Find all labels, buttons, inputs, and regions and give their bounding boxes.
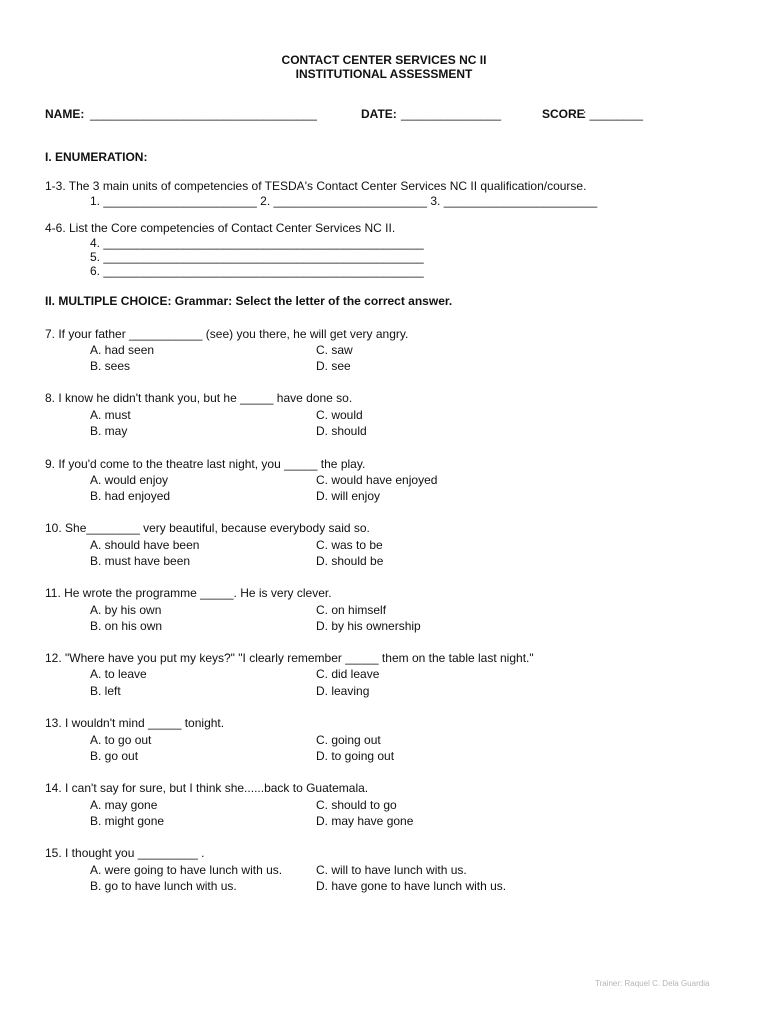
name-label: NAME: [45,107,85,121]
choice-c: C. on himself [316,603,387,617]
choice-c: C. going out [316,733,381,747]
question-text: 11. He wrote the programme _____. He is very clever. [45,586,332,600]
date-label: DATE: [361,107,397,121]
question-text: 14. I can't say for sure, but I think she......back to Guatemala. [45,781,369,795]
choice-a: A. to leave [90,667,147,681]
choice-d: D. by his ownership [316,619,421,633]
document-title: CONTACT CENTER SERVICES NC II [281,53,487,67]
question-text: 12. "Where have you put my keys?" "I clearly remember _____ them on the table last night." [45,651,534,665]
question-4-6: 4-6. List the Core competencies of Contact Center Services NC II. [45,221,396,235]
trainer-footer: Trainer: Raquel C. Dela Guardia [595,979,710,988]
choice-a: A. by his own [90,603,162,617]
choice-a: A. had seen [90,343,155,357]
question-text: 15. I thought you _________ . [45,846,205,860]
choice-a: A. would enjoy [90,473,169,487]
choice-a: A. should have been [90,538,200,552]
choice-d: D. see [316,359,351,373]
enumeration-heading: I. ENUMERATION: [45,150,148,164]
choice-c: C. was to be [316,538,383,552]
document-subtitle: INSTITUTIONAL ASSESSMENT [295,67,473,81]
score-blank: : ________ [583,107,644,121]
choice-d: D. have gone to have lunch with us. [316,879,507,893]
question-text: 9. If you'd come to the theatre last night, you _____ the play. [45,457,366,471]
choice-c: C. would [316,408,363,422]
choice-b: B. on his own [90,619,163,633]
question-text: 13. I wouldn't mind _____ tonight. [45,716,225,730]
question-text: 10. She________ very beautiful, because everybody said so. [45,521,370,535]
answer-blanks-1-3: 1. _______________________ 2. _______________________ 3. _______________________ [90,194,598,208]
date-blank: _______________ [401,107,502,121]
choice-d: D. should [316,424,367,438]
choice-c: C. will to have lunch with us. [316,863,467,877]
answer-blank-4: 4. ________________________________________________ [90,236,424,250]
choice-a: A. to go out [90,733,152,747]
choice-b: B. might gone [90,814,165,828]
choice-b: B. go to have lunch with us. [90,879,237,893]
choice-b: B. go out [90,749,139,763]
question-1-3: 1-3. The 3 main units of competencies of TESDA's Contact Center Services NC II qualification/course. [45,179,587,193]
choice-b: B. must have been [90,554,191,568]
multiple-choice-heading: II. MULTIPLE CHOICE: Grammar: Select the letter of the correct answer. [45,294,453,308]
question-text: 8. I know he didn't thank you, but he _____ have done so. [45,391,353,405]
choice-b: B. left [90,684,121,698]
choice-c: C. saw [316,343,353,357]
name-blank: __________________________________ [90,107,317,121]
choice-a: A. must [90,408,131,422]
choice-d: D. may have gone [316,814,414,828]
choice-d: D. will enjoy [316,489,381,503]
choice-a: A. may gone [90,798,158,812]
choice-c: C. should to go [316,798,397,812]
choice-c: C. would have enjoyed [316,473,438,487]
question-text: 7. If your father ___________ (see) you there, he will get very angry. [45,327,409,341]
choice-a: A. were going to have lunch with us. [90,863,283,877]
choice-b: B. may [90,424,128,438]
choice-b: B. sees [90,359,131,373]
choice-d: D. should be [316,554,384,568]
choice-b: B. had enjoyed [90,489,171,503]
choice-d: D. to going out [316,749,395,763]
choice-c: C. did leave [316,667,380,681]
answer-blank-6: 6. ________________________________________________ [90,264,424,278]
score-label: SCORE [542,107,585,121]
choice-d: D. leaving [316,684,370,698]
answer-blank-5: 5. ________________________________________________ [90,250,424,264]
